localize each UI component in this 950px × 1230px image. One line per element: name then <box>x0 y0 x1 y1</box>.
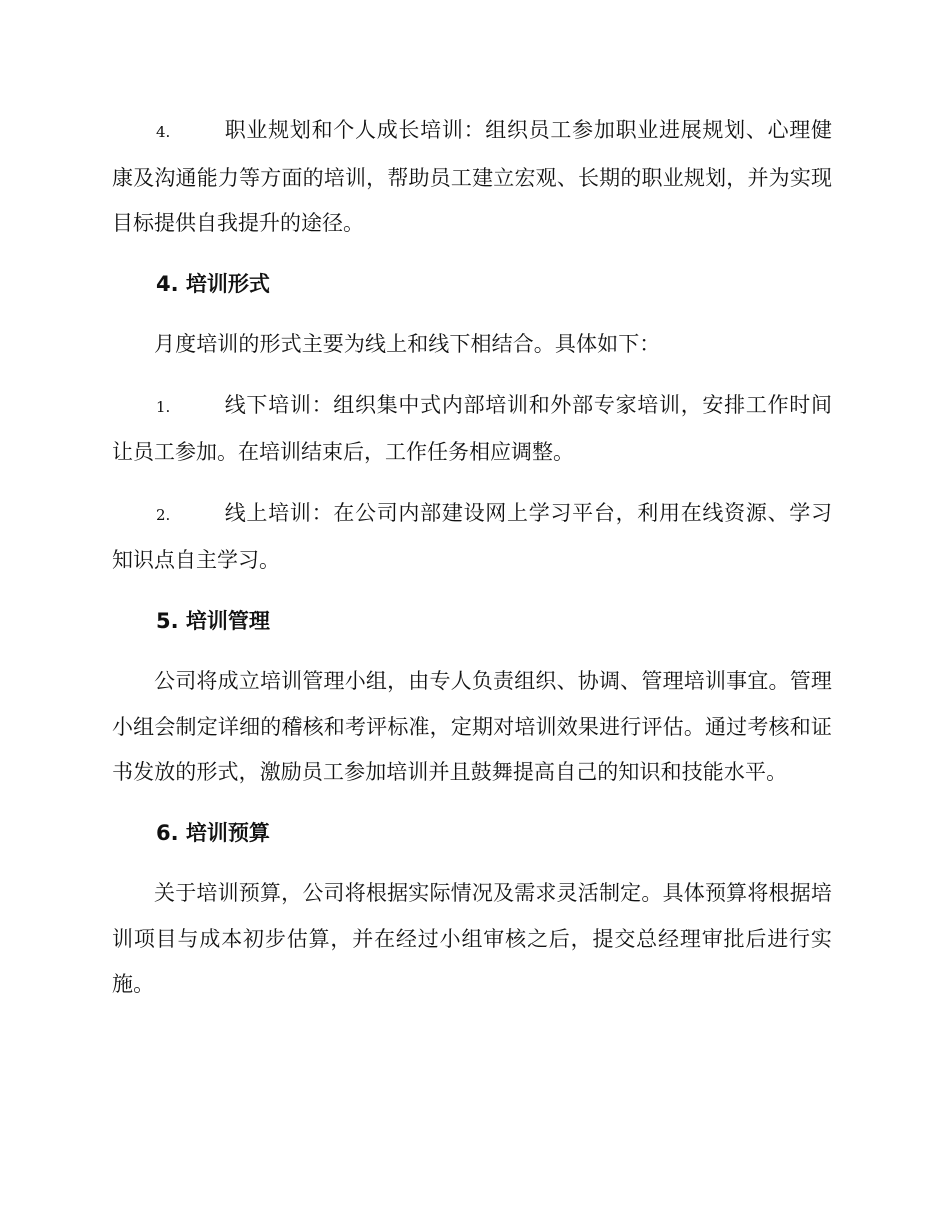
paragraph-training-format-intro: 月度培训的形式主要为线上和线下相结合。具体如下： <box>154 332 661 356</box>
paragraph-training-budget: 关于培训预算，公司将根据实际情况及需求灵活制定。具体预算将根据培训项目与成本初步估算，并在经过小组审核之后，提交总经理审批后进行实施。 <box>112 881 832 996</box>
list-item-text: 线上培训：在公司内部建设网上学习平台，利用在线资源、学习知识点自主学习。 <box>112 500 832 572</box>
list-number: 2. <box>156 505 171 524</box>
list-number: 1. <box>156 397 171 416</box>
section-heading-training-format: 4. 培训形式 <box>156 271 270 296</box>
list-item-text: 线下培训：组织集中式内部培训和外部专家培训，安排工作时间让员工参加。在培训结束后，工作任务相应调整。 <box>112 392 832 464</box>
list-item-offline-training <box>112 383 832 476</box>
paragraph-training-management: 公司将成立培训管理小组，由专人负责组织、协调、管理培训事宜。管理小组会制定详细的稽核和考评标准，定期对培训效果进行评估。通过考核和证书发放的形式，激励员工参加培训并且鼓舞提高自己的知识和技能水平。 <box>112 669 832 784</box>
section-heading-training-management: 5. 培训管理 <box>156 608 270 633</box>
list-item-text: 职业规划和个人成长培训：组织员工参加职业进展规划、心理健康及沟通能力等方面的培训，帮助员工建立宏观、长期的职业规划，并为实现目标提供自我提升的途径。 <box>112 118 832 235</box>
document-page <box>112 108 832 1023</box>
list-item-career-planning <box>112 108 832 247</box>
list-item-online-training <box>112 491 832 584</box>
list-number: 4. <box>156 123 171 141</box>
section-heading-training-budget: 6. 培训预算 <box>156 820 270 845</box>
